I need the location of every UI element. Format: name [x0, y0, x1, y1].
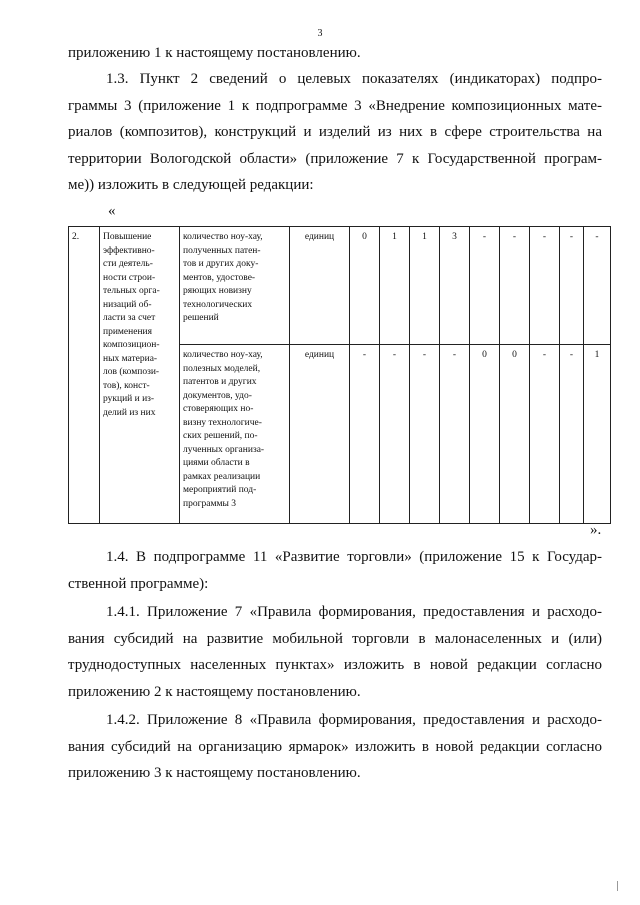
text-line: 1.4. В подпрограмме 11 «Развитие торговли» (приложение 15 к Государ-: [106, 549, 602, 565]
row-number-cell: 2.: [69, 227, 100, 524]
paragraph-1-4-2: [68, 707, 602, 787]
text-line: приложению 3 к настоящему постановлению.: [68, 765, 361, 781]
text-line: ме)) изложить в следующей редакции:: [68, 177, 314, 193]
paragraph-1-3: [68, 66, 602, 199]
intro-line: [68, 40, 602, 67]
value-cell: -: [500, 227, 530, 345]
text-line: документов, удо-: [183, 390, 252, 401]
text-line: вания субсидий на организацию ярмарок» изложить в новой редакции согласно: [68, 738, 602, 755]
text-line: ских решений, по-: [183, 431, 258, 441]
closing-quote: ».: [590, 522, 602, 538]
text-line: лученных организа-: [183, 444, 265, 455]
text-line: риалов (композитов), конструкций и изделий из них в сфере строительства на: [68, 124, 602, 140]
paragraph-1-4: [68, 544, 602, 597]
value-cell: 1: [410, 227, 440, 345]
text-line: ментов, удостове-: [183, 272, 256, 283]
text-line: эффективно-: [103, 245, 155, 256]
table-row: [69, 227, 611, 345]
text-line: 1.4.2. Приложение 8 «Правила формирования, предоставления и расходо-: [106, 712, 602, 728]
page-number: 3: [317, 28, 323, 39]
text-line: тов и других доку-: [183, 259, 259, 269]
margin-mark: [617, 881, 618, 891]
indicator-cell: [180, 345, 290, 524]
value-cell: 0: [470, 345, 500, 524]
text-line: граммы 3 (приложение 1 к подпрограмме 3 «Внедрение композиционных мате-: [68, 97, 602, 114]
text-line: полезных моделей,: [183, 363, 261, 374]
unit-cell: единиц: [290, 227, 350, 345]
text-line: патентов и других: [183, 377, 257, 387]
text-line: полученных патен-: [183, 245, 261, 256]
text-line: стоверяющих но-: [183, 404, 254, 414]
text-line: лов (компози-: [103, 367, 160, 377]
goal-cell: [100, 227, 180, 524]
text-line: Повышение: [103, 232, 152, 242]
value-cell: 3: [440, 227, 470, 345]
text-line: технологических: [183, 299, 253, 310]
value-cell: -: [560, 345, 584, 524]
text-line: тов), конст-: [103, 380, 150, 391]
text-line: мероприятий под-: [183, 485, 257, 495]
value-cell: -: [470, 227, 500, 345]
text-line: применения: [103, 326, 152, 337]
text-line: композицион-: [103, 340, 160, 350]
value-cell: -: [584, 227, 611, 345]
text-line: программы 3: [183, 498, 236, 509]
text-line: приложению 2 к настоящему постановлению.: [68, 683, 361, 700]
value-cell: 1: [584, 345, 611, 524]
text-line: тельных орга-: [103, 286, 160, 296]
indicator-cell: [180, 227, 290, 345]
text-line: 1.4.1. Приложение 7 «Правила формирования, предоставления и расходо-: [106, 604, 602, 620]
value-cell: -: [530, 345, 560, 524]
unit-cell: единиц: [290, 345, 350, 524]
text-line: рукций и из-: [103, 394, 155, 404]
text-line: ственной программе):: [68, 575, 209, 592]
text-line: количество ноу-хау,: [183, 232, 263, 242]
value-cell: -: [560, 227, 584, 345]
text-line: ных материа-: [103, 353, 158, 364]
text-line: приложению 1 к настоящему постановлению.: [68, 45, 361, 61]
text-line: делий из них: [103, 407, 156, 418]
indicators-table: [68, 226, 611, 524]
text-line: сти деятель-: [103, 259, 153, 269]
text-line: вания субсидий на развитие мобильной торговли в малонаселенных и (или): [68, 630, 602, 647]
value-cell: 0: [350, 227, 380, 345]
text-line: 1.3. Пункт 2 сведений о целевых показателях (индикаторах) подпро-: [106, 71, 602, 87]
value-cell: -: [350, 345, 380, 524]
text-line: ности строи-: [103, 272, 156, 283]
text-line: территории Вологодской области» (приложение 7 к Государственной програм-: [68, 150, 602, 167]
opening-quote: «: [108, 203, 116, 219]
text-line: решений: [183, 313, 219, 323]
text-line: визну технологиче-: [183, 417, 262, 428]
value-cell: -: [530, 227, 560, 345]
text-line: циями области в: [183, 458, 250, 468]
paragraph-1-4-1: [68, 599, 602, 705]
value-cell: -: [380, 345, 410, 524]
value-cell: -: [410, 345, 440, 524]
value-cell: 0: [500, 345, 530, 524]
text-line: ласти за счет: [103, 313, 156, 323]
text-line: количество ноу-хау,: [183, 350, 263, 360]
text-line: рамках реализации: [183, 471, 261, 482]
text-line: низаций об-: [103, 299, 152, 310]
value-cell: -: [440, 345, 470, 524]
text-line: труднодоступных населенных пунктах» изложить в новой редакции согласно: [68, 657, 602, 673]
text-line: ряющих новизну: [183, 286, 252, 296]
value-cell: 1: [380, 227, 410, 345]
